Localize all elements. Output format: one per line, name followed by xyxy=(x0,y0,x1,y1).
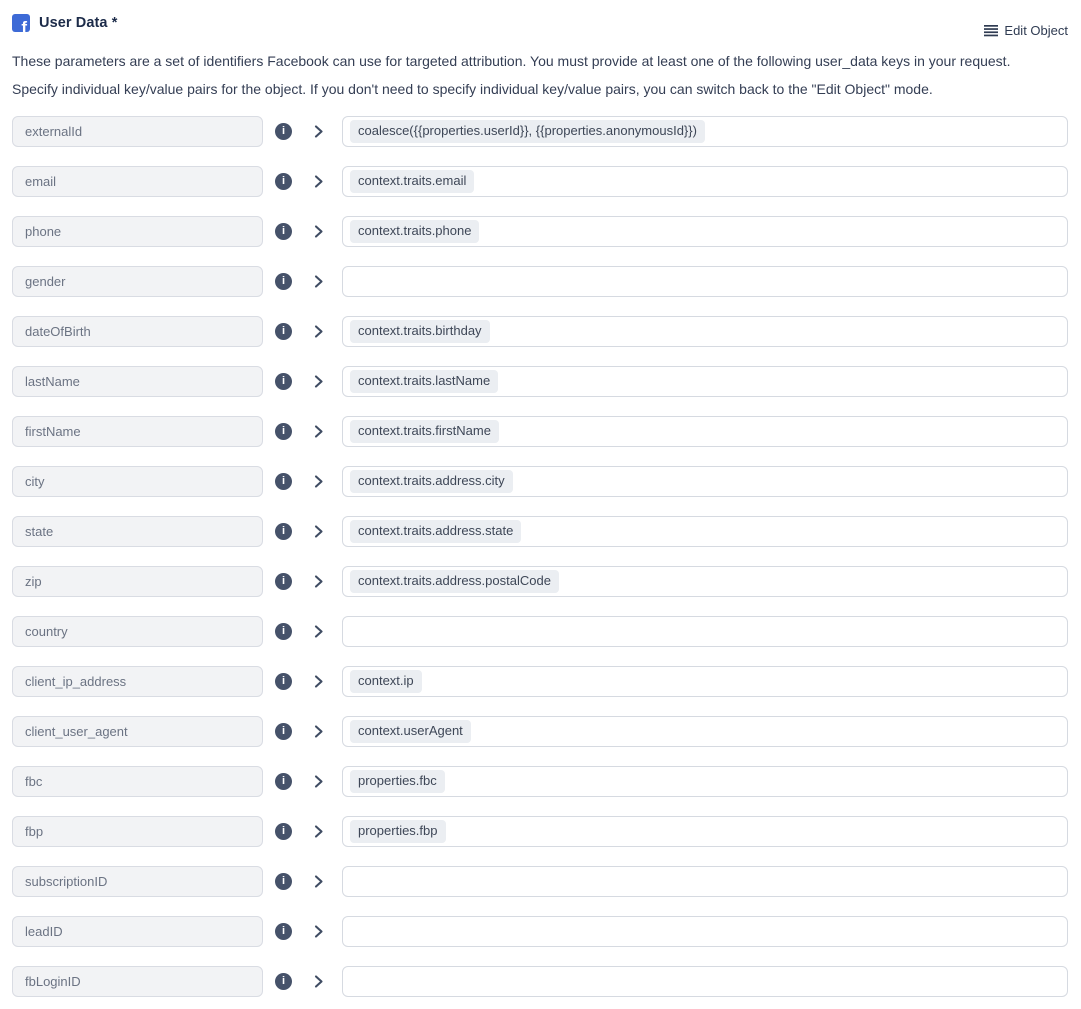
mappings-list xyxy=(12,116,1068,997)
value-input[interactable] xyxy=(342,316,1068,347)
chevron-right-icon xyxy=(313,225,324,238)
mapping-row xyxy=(12,366,1068,397)
value-input[interactable] xyxy=(342,766,1068,797)
chevron-right-icon xyxy=(313,325,324,338)
value-input[interactable] xyxy=(342,416,1068,447)
mapping-row xyxy=(12,616,1068,647)
chevron-right-icon xyxy=(313,625,324,638)
value-input[interactable] xyxy=(342,966,1068,997)
key-input[interactable] xyxy=(12,316,263,347)
chevron-right-icon xyxy=(313,125,324,138)
chevron-right-icon xyxy=(313,675,324,688)
key-input[interactable] xyxy=(12,816,263,847)
mapping-row xyxy=(12,316,1068,347)
chevron-right-icon xyxy=(313,175,324,188)
value-input[interactable] xyxy=(342,816,1068,847)
chevron-right-icon xyxy=(313,875,324,888)
mapping-row xyxy=(12,816,1068,847)
value-token[interactable]: context.traits.address.state xyxy=(350,520,521,543)
mapping-row xyxy=(12,966,1068,997)
list-icon xyxy=(984,24,998,37)
info-icon[interactable]: i xyxy=(275,523,292,540)
mapping-row xyxy=(12,716,1068,747)
mapping-row xyxy=(12,216,1068,247)
mapping-row xyxy=(12,416,1068,447)
info-icon[interactable]: i xyxy=(275,573,292,590)
mapping-row xyxy=(12,916,1068,947)
value-token[interactable]: context.traits.phone xyxy=(350,220,479,243)
info-icon[interactable]: i xyxy=(275,923,292,940)
chevron-right-icon xyxy=(313,825,324,838)
info-icon[interactable]: i xyxy=(275,773,292,790)
key-input[interactable] xyxy=(12,166,263,197)
info-icon[interactable]: i xyxy=(275,373,292,390)
info-icon[interactable]: i xyxy=(275,323,292,340)
description-line-1: These parameters are a set of identifiers Facebook can use for targeted attribution. You must provide at least one of the following user_data keys in your request. xyxy=(12,53,1011,69)
key-input[interactable] xyxy=(12,566,263,597)
value-input[interactable] xyxy=(342,566,1068,597)
value-input[interactable] xyxy=(342,616,1068,647)
info-icon[interactable]: i xyxy=(275,123,292,140)
value-token[interactable]: context.ip xyxy=(350,670,422,693)
edit-object-button[interactable] xyxy=(984,23,1068,38)
value-token[interactable]: properties.fbc xyxy=(350,770,445,793)
value-input[interactable] xyxy=(342,516,1068,547)
mapping-row xyxy=(12,666,1068,697)
key-input[interactable] xyxy=(12,766,263,797)
value-token[interactable]: context.traits.lastName xyxy=(350,370,498,393)
info-icon[interactable]: i xyxy=(275,823,292,840)
chevron-right-icon xyxy=(313,275,324,288)
value-input[interactable] xyxy=(342,866,1068,897)
chevron-right-icon xyxy=(313,475,324,488)
mapping-row xyxy=(12,266,1068,297)
value-token[interactable]: coalesce({{properties.userId}}, {{properties.anonymousId}}) xyxy=(350,120,705,143)
value-token[interactable]: context.traits.address.postalCode xyxy=(350,570,559,593)
chevron-right-icon xyxy=(313,575,324,588)
mapping-row xyxy=(12,116,1068,147)
key-input[interactable] xyxy=(12,966,263,997)
value-token[interactable]: context.traits.email xyxy=(350,170,474,193)
info-icon[interactable]: i xyxy=(275,423,292,440)
key-input[interactable] xyxy=(12,866,263,897)
info-icon[interactable]: i xyxy=(275,973,292,990)
value-input[interactable] xyxy=(342,266,1068,297)
key-input[interactable] xyxy=(12,366,263,397)
value-input[interactable] xyxy=(342,116,1068,147)
section-description xyxy=(12,47,1068,103)
chevron-right-icon xyxy=(313,975,324,988)
facebook-icon: f xyxy=(12,14,30,32)
value-input[interactable] xyxy=(342,216,1068,247)
key-input[interactable] xyxy=(12,666,263,697)
info-icon[interactable]: i xyxy=(275,173,292,190)
section-title: User Data * xyxy=(39,15,118,31)
info-icon[interactable]: i xyxy=(275,673,292,690)
chevron-right-icon xyxy=(313,375,324,388)
mapping-row xyxy=(12,566,1068,597)
info-icon[interactable]: i xyxy=(275,473,292,490)
key-input[interactable] xyxy=(12,916,263,947)
key-input[interactable] xyxy=(12,516,263,547)
mapping-row xyxy=(12,466,1068,497)
chevron-right-icon xyxy=(313,525,324,538)
key-input[interactable] xyxy=(12,716,263,747)
value-input[interactable] xyxy=(342,166,1068,197)
value-token[interactable]: context.traits.birthday xyxy=(350,320,490,343)
mapping-row xyxy=(12,866,1068,897)
mapping-row xyxy=(12,766,1068,797)
info-icon[interactable]: i xyxy=(275,223,292,240)
title-group xyxy=(12,14,117,32)
key-input[interactable] xyxy=(12,116,263,147)
chevron-right-icon xyxy=(313,775,324,788)
chevron-right-icon xyxy=(313,725,324,738)
key-input[interactable] xyxy=(12,266,263,297)
description-line-2: Specify individual key/value pairs for the object. If you don't need to specify individual key/value pairs, you can switch back to the "Edit Object" mode. xyxy=(12,81,933,97)
value-input[interactable] xyxy=(342,466,1068,497)
key-input[interactable] xyxy=(12,416,263,447)
value-input[interactable] xyxy=(342,716,1068,747)
section-header xyxy=(12,14,1068,38)
info-icon[interactable]: i xyxy=(275,873,292,890)
mapping-row xyxy=(12,166,1068,197)
info-icon[interactable]: i xyxy=(275,273,292,290)
info-icon[interactable]: i xyxy=(275,623,292,640)
mapping-row xyxy=(12,516,1068,547)
value-input[interactable] xyxy=(342,666,1068,697)
key-input[interactable] xyxy=(12,216,263,247)
value-input[interactable] xyxy=(342,916,1068,947)
info-icon[interactable]: i xyxy=(275,723,292,740)
edit-object-label: Edit Object xyxy=(1004,23,1068,38)
key-input[interactable] xyxy=(12,466,263,497)
value-token[interactable]: context.userAgent xyxy=(350,720,471,743)
chevron-right-icon xyxy=(313,425,324,438)
value-token[interactable]: context.traits.firstName xyxy=(350,420,499,443)
value-token[interactable]: properties.fbp xyxy=(350,820,446,843)
value-token[interactable]: context.traits.address.city xyxy=(350,470,513,493)
value-input[interactable] xyxy=(342,366,1068,397)
key-input[interactable] xyxy=(12,616,263,647)
chevron-right-icon xyxy=(313,925,324,938)
